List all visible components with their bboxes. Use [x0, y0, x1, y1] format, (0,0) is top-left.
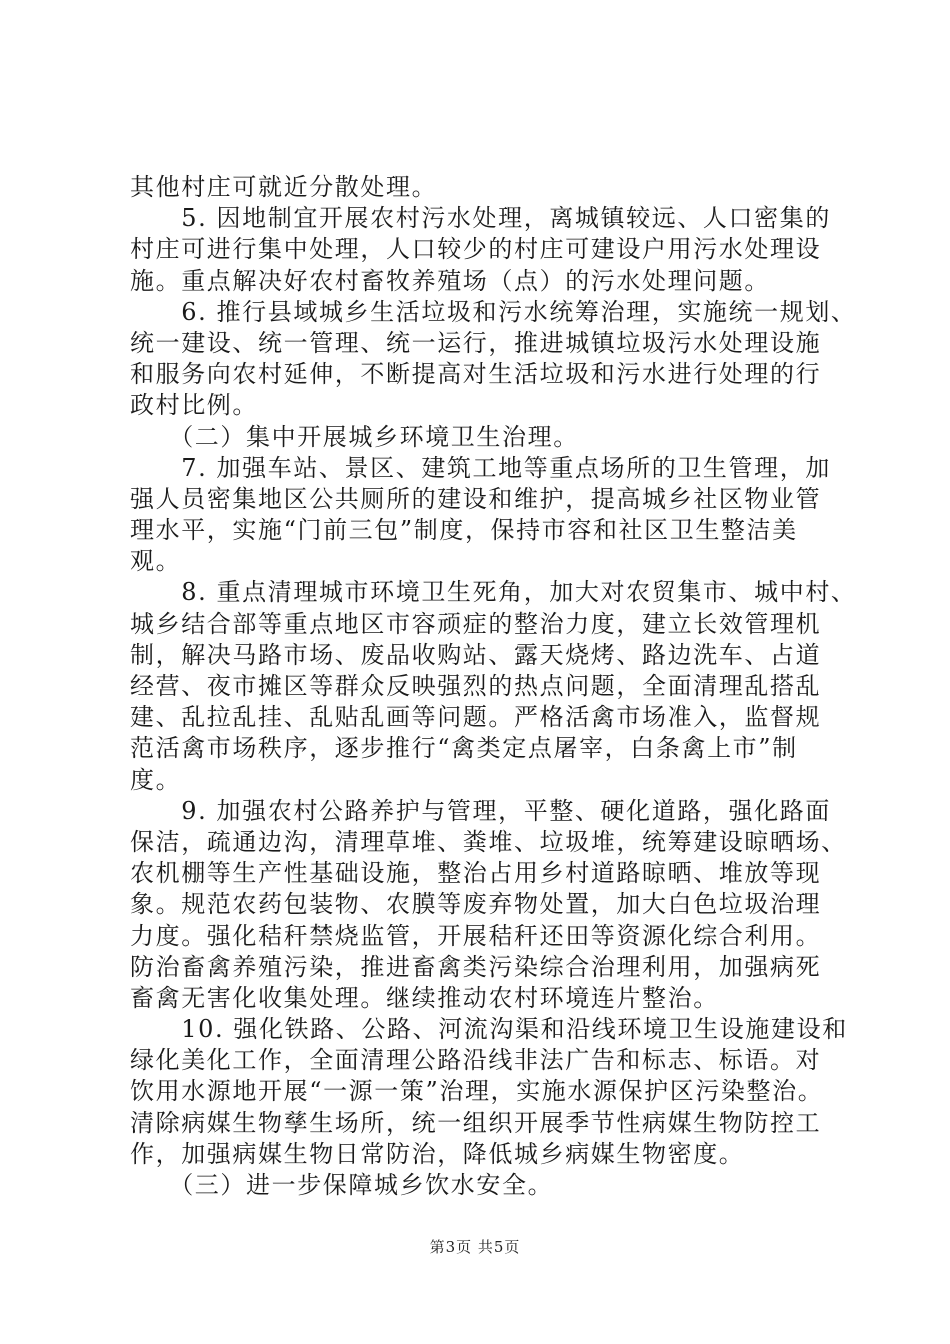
text-line: 范活禽市场秩序，逐步推行“禽类定点屠宰，白条禽上市”制 [130, 734, 798, 763]
text-line: 保洁，疏通边沟，清理草堆、粪堆、垃圾堆，统筹建设晾晒场、 [130, 827, 847, 856]
text-line: 8. 重点清理城市环境卫生死角，加大对农贸集市、城中村、 [130, 578, 857, 607]
text-line: 统一建设、统一管理、统一运行，推进城镇垃圾污水处理设施 [130, 328, 822, 357]
text-line: 制，解决马路市场、废品收购站、露天烧烤、路边洗车、占道 [130, 640, 822, 669]
text-line: 施。重点解决好农村畜牧养殖场（点）的污水处理问题。 [130, 266, 770, 295]
text-line: 清除病媒生物孳生场所，统一组织开展季节性病媒生物防控工 [130, 1108, 822, 1137]
text-line: 度。 [130, 765, 182, 794]
text-line: 农机棚等生产性基础设施，整治占用乡村道路晾晒、堆放等现 [130, 859, 822, 888]
text-line: 5. 因地制宜开展农村污水处理，离城镇较远、人口密集的 [130, 204, 831, 233]
text-line: 饮用水源地开展“一源一策”治理，实施水源保护区污染整治。 [130, 1077, 824, 1106]
text-line: 作，加强病媒生物日常防治，降低城乡病媒生物密度。 [130, 1139, 745, 1168]
section-heading: （三）进一步保障城乡饮水安全。 [130, 1171, 554, 1199]
text-line: 9. 加强农村公路养护与管理，平整、硬化道路，强化路面 [130, 796, 831, 825]
text-line: 理水平，实施“门前三包”制度，保持市容和社区卫生整洁美 [130, 516, 798, 545]
text-line: 城乡结合部等重点地区市容顽症的整治力度，建立长效管理机 [130, 609, 822, 638]
text-line: 畜禽无害化收集处理。继续推动农村环境连片整治。 [130, 983, 719, 1012]
page-indicator: 第3页 共5页 [429, 1238, 521, 1256]
text-line: 象。规范农药包装物、农膜等废弃物处置，加大白色垃圾治理 [130, 890, 822, 919]
text-line: 10. 强化铁路、公路、河流沟渠和沿线环境卫生设施建设和 [130, 1015, 848, 1044]
text-line: 其他村庄可就近分散处理。 [130, 173, 438, 201]
text-line: 7. 加强车站、景区、建筑工地等重点场所的卫生管理，加 [130, 453, 831, 482]
text-line: 6. 推行县域城乡生活垃圾和污水统筹治理，实施统一规划、 [130, 297, 857, 326]
text-line: 力度。强化秸秆禁烧监管，开展秸秆还田等资源化综合利用。 [130, 921, 822, 950]
text-line: 政村比例。 [130, 391, 258, 420]
text-line: 绿化美化工作，全面清理公路沿线非法广告和标志、标语。对 [130, 1046, 822, 1075]
page-footer [0, 1236, 950, 1257]
text-line: 防治畜禽养殖污染，推进畜禽类污染综合治理利用，加强病死 [130, 952, 822, 981]
section-heading: （二）集中开展城乡环境卫生治理。 [130, 422, 579, 451]
text-line: 经营、夜市摊区等群众反映强烈的热点问题，全面清理乱搭乱 [130, 672, 822, 700]
text-line: 观。 [130, 547, 182, 576]
document-page-body [130, 172, 857, 1201]
text-line: 强人员密集地区公共厕所的建设和维护，提高城乡社区物业管 [130, 484, 822, 513]
text-line: 村庄可进行集中处理，人口较少的村庄可建设户用污水处理设 [130, 235, 822, 264]
text-line: 和服务向农村延伸，不断提高对生活垃圾和污水进行处理的行 [130, 360, 822, 389]
text-line: 建、乱拉乱挂、乱贴乱画等问题。严格活禽市场准入，监督规 [130, 703, 822, 732]
